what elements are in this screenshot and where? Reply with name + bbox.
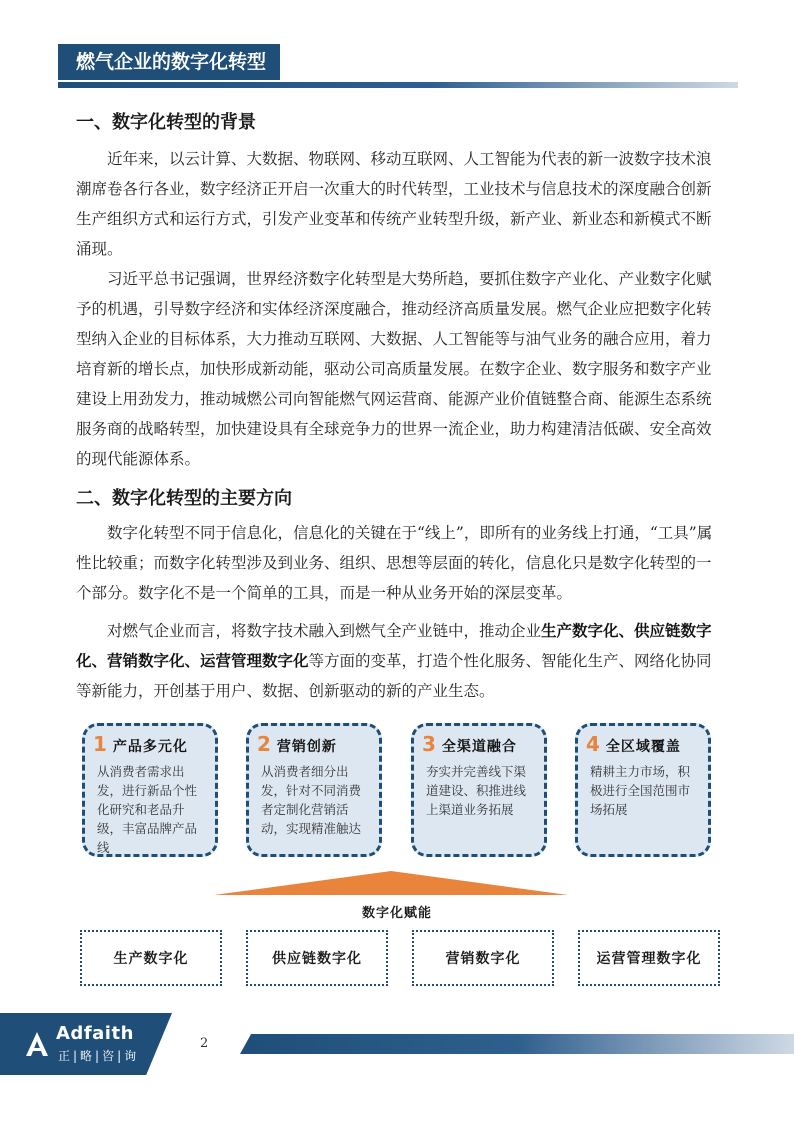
logo-text: Adfaith [56,1023,134,1044]
strategy-card [411,723,547,857]
outcome-box: 运营管理数字化 [578,930,720,986]
header-rule [58,82,738,88]
section-2-paragraph-2 [76,616,716,706]
card-description: 精耕主力市场，积极进行全国范围市场拓展 [590,764,691,817]
section-2-paragraph-1: 数字化转型不同于信息化，信息化的关键在于“线上”，即所有的业务线上打通，“工具”属性比较重；而数字化转型涉及到业务、组织、思想等层面的转化，信息化只是数字化转型的一个部分。数字化不是一个简单的工具，而是一种从业务开始的深层变革。 [76,524,713,602]
strategy-card [82,723,218,857]
page-number: 2 [200,1036,209,1051]
card-number: 2 [257,732,271,756]
section-1-paragraph-1: 近年来，以云计算、大数据、物联网、移动互联网、人工智能为代表的新一波数字技术浪潮席卷各行各业，数字经济正开启一次重大的时代转型，工业技术与信息技术的深度融合创新生产组织方式和运行方式，引发产业变革和传统产业转型升级，新产业、新业态和新模式不断涌现。 [76,150,712,258]
digitalization-outcomes [80,930,720,988]
logo-subtext: 正|略|咨|询 [58,1049,140,1063]
paragraph-bold-text: 生产数字化、供应链数字化、营销数字化、运营管理数字化 [76,621,712,670]
card-title: 全区域覆盖 [605,739,681,755]
section-1-title: 一、数字化转型的背景 [76,112,256,133]
paragraph-text: 等方面的变革，打造个性化服务、智能化生产、网络化协同等新能力，开创基于用户、数据、创新驱动的新的产业生态。 [76,652,712,700]
outcome-box: 营销数字化 [412,930,554,986]
strategy-card [246,723,382,857]
card-description: 从消费者需求出发，进行新品个性化研究和老品升级，丰富品牌产品线 [97,764,198,855]
outcome-box: 生产数字化 [80,930,222,986]
header-title: 燃气企业的数字化转型 [58,44,280,80]
card-title: 营销创新 [276,739,337,755]
enablement-wedge [214,871,568,895]
card-number: 1 [93,732,107,756]
strategy-cards [82,723,720,861]
enablement-label: 数字化赋能 [361,906,432,921]
card-number: 3 [422,732,436,756]
card-title: 全渠道融合 [441,739,517,755]
card-description: 夯实并完善线下渠道建设、积推进线上渠道业务拓展 [426,764,527,817]
outcome-box: 供应链数字化 [246,930,388,986]
footer-rule [240,1034,794,1054]
section-2-title: 二、数字化转型的主要方向 [76,488,292,509]
card-title: 产品多元化 [112,739,188,755]
paragraph-text: 对燃气企业而言，将数字技术融入到燃气全产业链中，推动企业 [107,622,542,640]
adfaith-logo-icon [24,1030,50,1058]
strategy-card [575,723,711,857]
card-description: 从消费者细分出发，针对不同消费者定制化营销活动，实现精准触达 [261,764,362,836]
section-1-paragraph-2: 习近平总书记强调，世界经济数字化转型是大势所趋，要抓住数字产业化、产业数字化赋予的机遇，引导数字经济和实体经济深度融合，推动经济高质量发展。燃气企业应把数字化转型纳入企业的目标体系，大力推动互联网、大数据、人工智能等与油气业务的融合应用，着力培育新的增长点，加快形成新动能，驱动公司高质量发展。在数字企业、数字服务和数字产业建设上用劲发力，推动城燃公司向智能燃气网运营商、能源产业价值链整合商、能源生态系统服务商的战略转型，加快建设具有全球竞争力的世界一流企业，助力构建清洁低碳、安全高效的现代能源体系。 [76,270,712,468]
card-number: 4 [586,732,600,756]
